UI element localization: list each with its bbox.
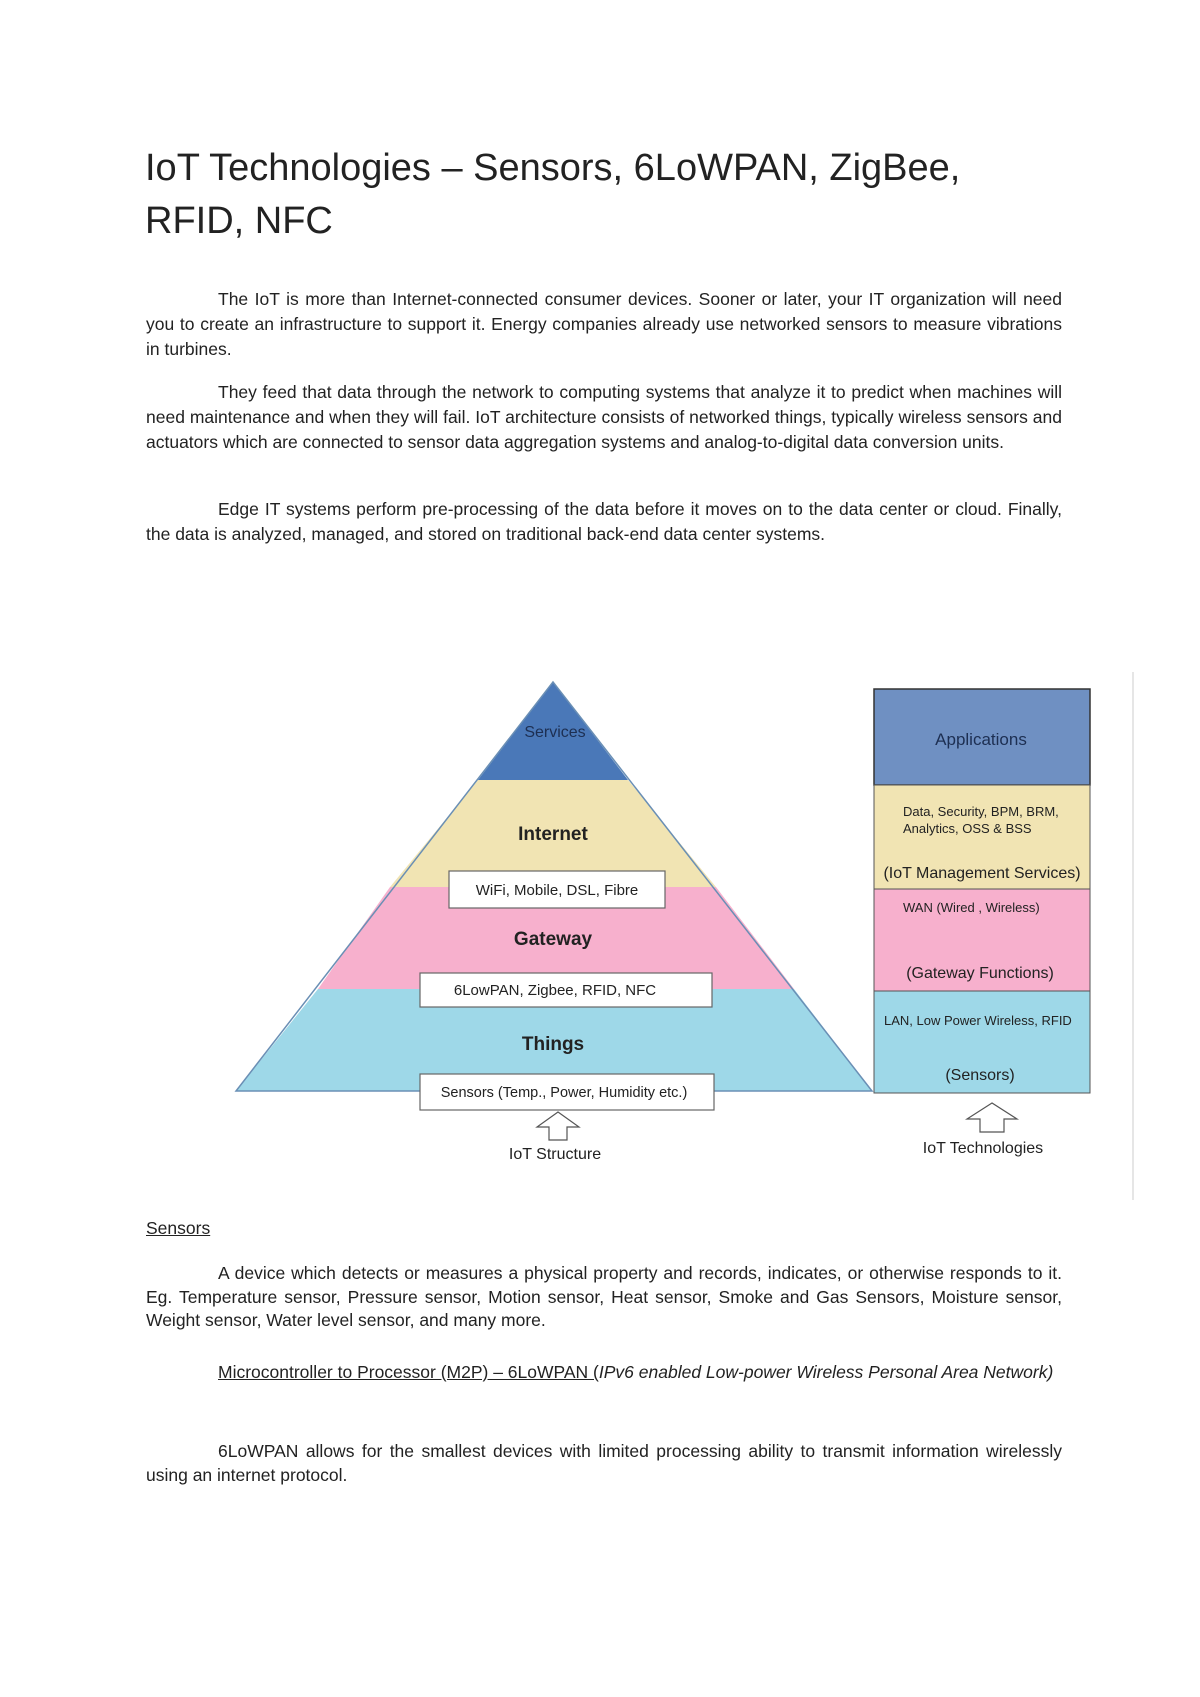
- page-title: IoT Technologies – Sensors, 6LoWPAN, ZigBee, RFID, NFC: [145, 147, 961, 242]
- stack-sensors-line: LAN, Low Power Wireless, RFID: [884, 1013, 1072, 1028]
- m2p-heading: [146, 1361, 1062, 1385]
- stack-gateway-line: WAN (Wired , Wireless): [903, 900, 1040, 915]
- iot-structure-caption: IoT Structure: [508, 1146, 602, 1163]
- stack-management-label: (IoT Management Services): [883, 865, 1081, 882]
- things-tech-text: Sensors (Temp., Power, Humidity etc.): [440, 1085, 688, 1101]
- m2p-heading-text: Microcontroller to Processor (M2P) – 6LoWPAN (: [218, 1362, 599, 1382]
- gateway-tech-text: 6LowPAN, Zigbee, RFID, NFC: [453, 982, 657, 999]
- paragraph-intro: The IoT is more than Internet-connected consumer devices. Sooner or later, your IT organization will need you to create an infrastructure to support it. Energy companies already use networked sensors to measure vibrations in turbines.: [146, 289, 1062, 359]
- pyramid-internet-label: Internet: [518, 824, 588, 845]
- pyramid-things-label: Things: [521, 1034, 585, 1055]
- pyramid-gateway-label: Gateway: [513, 929, 593, 950]
- up-arrow-icon-2: [967, 1103, 1017, 1132]
- pyramid-services-label: Services: [524, 724, 586, 741]
- iot-technologies-caption: IoT Technologies: [922, 1140, 1044, 1157]
- paragraph-edge: Edge IT systems perform pre-processing of the data before it moves on to the data center or cloud. Finally, the data is analyzed, managed, and stored on traditional back-end data center systems.: [146, 499, 1062, 544]
- up-arrow-icon: [537, 1112, 579, 1140]
- paragraph-architecture: They feed that data through the network to computing systems that analyze it to predict when machines will need maintenance and when they will fail. IoT architecture consists of networked things, typically wireless sensors and actuators which are connected to sensor data aggregation systems and analog-to-digital data conversion units.: [146, 382, 1062, 452]
- stack-applications-label: Applications: [935, 730, 1027, 749]
- stack-management-line2: Analytics, OSS & BSS: [903, 821, 1032, 836]
- sensors-paragraph: A device which detects or measures a physical property and records, indicates, or otherwise responds to it. Eg. Temperature sensor, Pressure sensor, Motion sensor, Heat sensor, Smoke and Gas Sensors, Moisture sensor, Weight sensor, Water level sensor, and many more.: [146, 1263, 1062, 1330]
- m2p-paragraph: 6LoWPAN allows for the smallest devices with limited processing ability to transmit information wirelessly using an internet protocol.: [146, 1441, 1062, 1485]
- stack-gateway-label: (Gateway Functions): [906, 965, 1054, 982]
- stack-management-line1: Data, Security, BPM, BRM,: [903, 804, 1059, 819]
- stack-sensors-label: (Sensors): [945, 1067, 1015, 1084]
- internet-tech-text: WiFi, Mobile, DSL, Fibre: [475, 882, 639, 899]
- sensors-heading: Sensors: [146, 1218, 211, 1238]
- m2p-heading-italic: IPv6 enabled Low-power Wireless Personal Area Network): [598, 1362, 1054, 1382]
